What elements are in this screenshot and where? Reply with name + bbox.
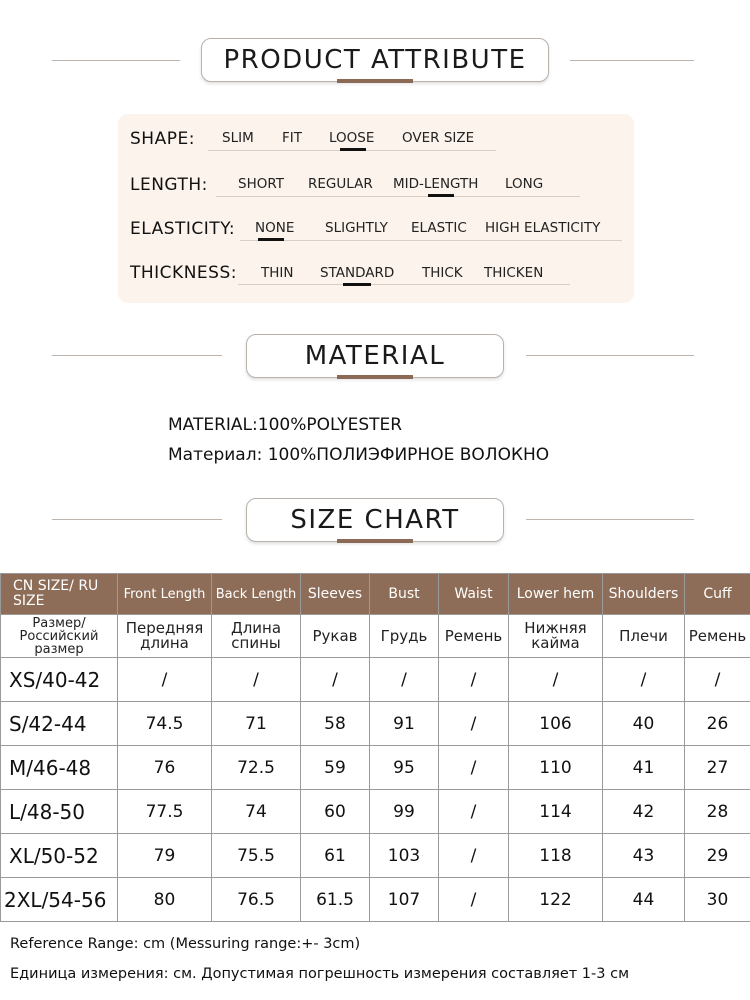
reference-note-russian: Единица измерения: см. Допустимая погрешность измерения составляет 1-3 см (10, 966, 630, 982)
divider-line (52, 519, 222, 520)
table-cell: / (603, 658, 685, 702)
table-cell: 27 (685, 746, 750, 790)
attribute-option-selected: LOOSE (329, 130, 375, 146)
attribute-option: SLIGHTLY (325, 220, 388, 236)
attribute-option: REGULAR (308, 176, 373, 192)
header-cell: Bust (370, 574, 439, 615)
table-cell: 71 (212, 702, 301, 746)
table-cell: 60 (301, 790, 370, 834)
table-cell: 106 (509, 702, 603, 746)
attribute-option-selected: STANDARD (320, 265, 395, 281)
section-title-size-chart (246, 498, 504, 542)
header-cell: Ремень (439, 615, 509, 658)
table-cell: 58 (301, 702, 370, 746)
table-cell: 77.5 (118, 790, 212, 834)
size-cell: 2XL/54-56 (1, 878, 118, 922)
title-accent-bar (337, 375, 413, 379)
table-header-russian (1, 615, 750, 658)
table-cell: 99 (370, 790, 439, 834)
header-cell: Рукав (301, 615, 370, 658)
table-cell: / (370, 658, 439, 702)
table-cell: 122 (509, 878, 603, 922)
table-cell: 76.5 (212, 878, 301, 922)
header-cell: Sleeves (301, 574, 370, 615)
table-cell: 114 (509, 790, 603, 834)
attribute-label: LENGTH: (130, 175, 208, 195)
attribute-option: THICK (422, 265, 463, 281)
table-cell: / (685, 658, 750, 702)
table-cell: 110 (509, 746, 603, 790)
attribute-option: ELASTIC (411, 220, 467, 236)
table-cell: / (439, 878, 509, 922)
attribute-row-thickness (130, 258, 237, 288)
table-cell: 103 (370, 834, 439, 878)
table-cell: 61.5 (301, 878, 370, 922)
table-cell: / (439, 702, 509, 746)
table-cell: 74 (212, 790, 301, 834)
selected-indicator (258, 238, 284, 241)
table-cell: 107 (370, 878, 439, 922)
header-cell: Cuff (685, 574, 750, 615)
size-chart-table (0, 573, 750, 922)
table-row (1, 658, 750, 702)
attribute-option: THIN (261, 265, 294, 281)
attribute-option-selected: MID-LENGTH (393, 176, 479, 192)
table-cell: 30 (685, 878, 750, 922)
table-cell: 42 (603, 790, 685, 834)
size-cell: S/42-44 (1, 702, 118, 746)
title-accent-bar (337, 539, 413, 543)
table-cell: 28 (685, 790, 750, 834)
size-cell: XL/50-52 (1, 834, 118, 878)
section-title-text: MATERIAL (304, 341, 446, 371)
table-cell: 118 (509, 834, 603, 878)
attribute-option: FIT (282, 130, 302, 146)
header-cell: Ремень (685, 615, 750, 658)
divider-line (570, 60, 694, 61)
table-cell: / (439, 790, 509, 834)
size-cell: L/48-50 (1, 790, 118, 834)
material-russian: Материал: 100%ПОЛИЭФИРНОЕ ВОЛОКНО (168, 445, 550, 465)
divider-line (52, 60, 180, 61)
table-cell: / (509, 658, 603, 702)
attribute-underline (216, 196, 580, 197)
attribute-underline (240, 240, 622, 241)
table-cell: / (439, 834, 509, 878)
table-cell: 72.5 (212, 746, 301, 790)
header-cell: Нижняя кайма (509, 615, 603, 658)
attribute-option: LONG (505, 176, 544, 192)
attribute-option: OVER SIZE (402, 130, 475, 146)
table-cell: 74.5 (118, 702, 212, 746)
table-cell: 41 (603, 746, 685, 790)
table-cell: 59 (301, 746, 370, 790)
size-cell: XS/40-42 (1, 658, 118, 702)
table-row (1, 790, 750, 834)
attribute-row-elasticity (130, 214, 235, 244)
section-title-text: SIZE CHART (290, 505, 460, 535)
table-cell: 75.5 (212, 834, 301, 878)
attribute-option: THICKEN (484, 265, 544, 281)
header-cell: Плечи (603, 615, 685, 658)
table-cell: 29 (685, 834, 750, 878)
header-cell: Lower hem (509, 574, 603, 615)
attribute-label: SHAPE: (130, 129, 195, 149)
section-title-text: PRODUCT ATTRIBUTE (223, 45, 527, 75)
title-accent-bar (337, 79, 413, 83)
divider-line (526, 519, 694, 520)
table-cell: 26 (685, 702, 750, 746)
attribute-label: THICKNESS: (130, 263, 237, 283)
selected-indicator (343, 283, 371, 286)
table-row (1, 702, 750, 746)
attribute-underline (238, 284, 570, 285)
table-cell: / (439, 658, 509, 702)
header-cell: Back Length (212, 574, 301, 615)
table-cell: 40 (603, 702, 685, 746)
table-cell: 91 (370, 702, 439, 746)
header-cell: Waist (439, 574, 509, 615)
header-cell: Размер/ Российский размер (1, 615, 118, 658)
selected-indicator (428, 194, 454, 197)
header-cell: Shoulders (603, 574, 685, 615)
header-cell: Длина спины (212, 615, 301, 658)
header-cell: Передняя длина (118, 615, 212, 658)
table-header-english (1, 574, 750, 615)
table-row (1, 746, 750, 790)
divider-line (526, 355, 694, 356)
attribute-row-length (130, 170, 208, 200)
attribute-label: ELASTICITY: (130, 219, 236, 239)
header-cell: Грудь (370, 615, 439, 658)
table-cell: / (439, 746, 509, 790)
table-row (1, 834, 750, 878)
table-cell: / (212, 658, 301, 702)
table-cell: 44 (603, 878, 685, 922)
material-english: MATERIAL:100%POLYESTER (168, 415, 403, 435)
size-cell: M/46-48 (1, 746, 118, 790)
reference-note-english: Reference Range: cm (Messuring range:+- 3cm) (10, 936, 361, 952)
section-title-attribute (201, 38, 549, 82)
attribute-row-shape (130, 124, 195, 154)
section-title-material (246, 334, 504, 378)
header-cell: CN SIZE/ RU SIZE (1, 574, 118, 615)
table-cell: 95 (370, 746, 439, 790)
attribute-option: HIGH ELASTICITY (485, 220, 601, 236)
divider-line (52, 355, 222, 356)
attribute-option: SHORT (238, 176, 284, 192)
selected-indicator (340, 148, 366, 151)
table-row (1, 878, 750, 922)
table-cell: 43 (603, 834, 685, 878)
table-cell: 61 (301, 834, 370, 878)
table-cell: 79 (118, 834, 212, 878)
attribute-option: SLIM (222, 130, 254, 146)
table-cell: / (118, 658, 212, 702)
attribute-panel (118, 114, 634, 303)
table-cell: 76 (118, 746, 212, 790)
table-cell: 80 (118, 878, 212, 922)
header-cell: Front Length (118, 574, 212, 615)
attribute-option-selected: NONE (255, 220, 295, 236)
table-cell: / (301, 658, 370, 702)
